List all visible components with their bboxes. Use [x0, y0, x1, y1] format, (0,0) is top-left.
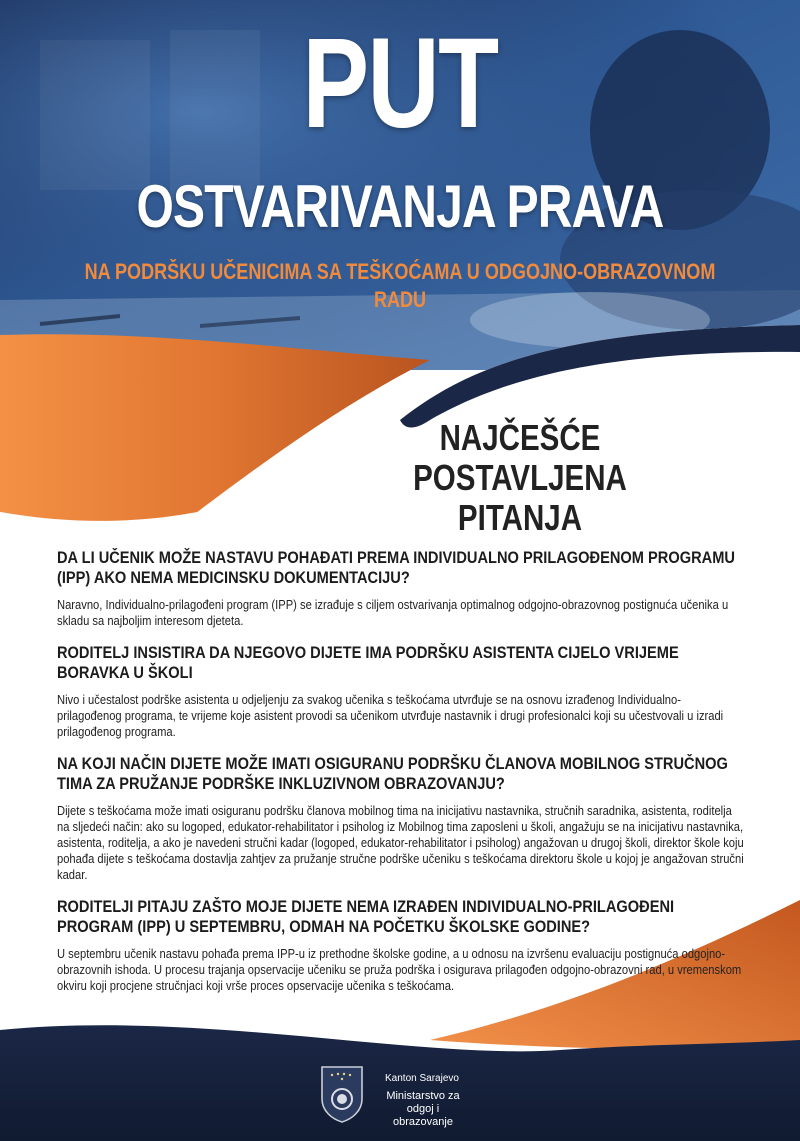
faq-question: DA LI UČENIK MOŽE NASTAVU POHAĐATI PREMA INDIVIDUALNO PRILAGOĐENOM PROGRAMU (IPP) AKO NEMA MEDICINSKU DOKUMENTACIJU?: [57, 548, 735, 587]
faq-question: RODITELJ INSISTIRA DA NJEGOVO DIJETE IMA PODRŠKU ASISTENTA CIJELO VRIJEME BORAVKA U ŠKOLI: [57, 643, 679, 682]
faq-item: [57, 643, 747, 740]
faq-answer: U septembru učenik nastavu pohađa prema IPP-u iz prethodne školske godine, a u odnosu na izvršenu evaluaciju postignuća odgojno-obrazovnih ishoda. U procesu trajanja opservacije učeniku se pruža podrška i osigurava prilagođen odgojno-obrazovni rad, u vremenskom okviru koji procjene stručnjaci koji vrše proces opservacije učenika s teškoćama.: [57, 946, 742, 993]
faq-answer: Naravno, Individualno-prilagođeni program (IPP) se izrađuje s ciljem ostvarivanja optimalnog odgojno-obrazovnog postignuća učenika u skladu sa najboljim interesom djeteta.: [57, 597, 729, 628]
faq-answer: Nivo i učestalost podrške asistenta u odjeljenju za svakog učenika s teškoćama utvrđuje se na osnovu izrađenog Individualno-prilagođenog programa, te vrijeme koje asistent provodi sa učenikom utvrđuje nastavnik i drugi profesionalci koji su učestvovali u izradi prilagođenog programa.: [57, 692, 724, 739]
faq-question: NA KOJI NAČIN DIJETE MOŽE IMATI OSIGURANU PODRŠKU ČLANOVA MOBILNOG STRUČNOG TIMA ZA PRUŽANJE PODRŠKE INKLUZIVNOM OBRAZOVANJU?: [57, 754, 728, 793]
faq-item: [57, 754, 747, 883]
faq-item: [57, 897, 747, 994]
poster-title-secondary: OSTVARIVANJA PRAVA: [136, 173, 664, 240]
canton-crest-icon: [320, 1065, 364, 1123]
faq-heading-line1: NAJČEŠĆE: [439, 417, 601, 458]
faq-answer: Dijete s teškoćama može imati osiguranu podršku članova mobilnog tima na inicijativu nastavnika, stručnih saradnika, asistenta, roditelja na sljedeći način: ako su logoped, edukator-rehabilitator i psiholog iz Mobilnog tima zaposleni u školi, angažuju se na inicijativu nastavnika, asistenta, roditelja, a ako je navedeni stručni kadar (logoped, edukator-rehabilitator i psiholog) angažovan u drugoj školi, direktor škole koju pohađa dijete s teškoćama dostavlja zahtjev za pružanje stručne podrške učeniku s teškoćama direktoru škole u kojoj je angažovan stručni kadar.: [57, 803, 744, 882]
faq-item: [57, 548, 747, 629]
faq-question: RODITELJI PITAJU ZAŠTO MOJE DIJETE NEMA IZRAĐEN INDIVIDUALNO-PRILAGOĐENI PROGRAM (IPP) U SEPTEMBRU, ODMAH NA POČETKU ŠKOLSKE GODINE?: [57, 897, 675, 936]
faq-list: [57, 538, 747, 1008]
poster-title-main: PUT: [302, 12, 498, 155]
footer-org-line1: Kanton Sarajevo: [385, 1073, 459, 1084]
faq-heading: [364, 418, 676, 538]
footer-org-line2: Ministarstvo za odgoj i obrazovanje: [386, 1090, 460, 1128]
faq-heading-line2: POSTAVLJENA PITANJA: [413, 457, 627, 538]
poster-subtitle: NA PODRŠKU UČENICIMA SA TEŠKOĆAMA U ODGOJNO-OBRAZOVNOM RADU: [84, 259, 716, 312]
